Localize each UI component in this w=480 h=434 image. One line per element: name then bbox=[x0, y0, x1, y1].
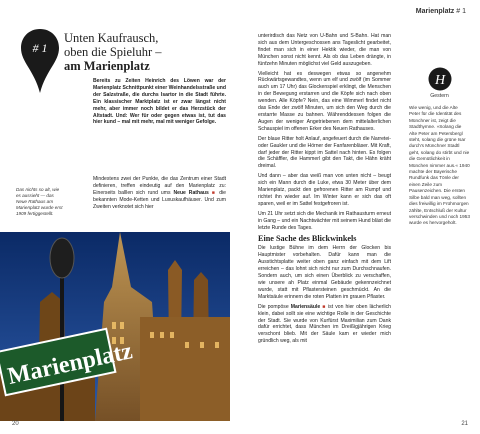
paragraph-6: Die lustige Bühne im dem Herrn der Glocken bis Hauptmister vorbehalten. Dafür kann man die Ausstichtsplatte weiter oben ganz einfach mit dem Lift erreichen – das lohnt sich nicht nur zum Durchschnaufen. Sondern auch, um sich einen Überblick zu verschaffen, wie unsere ah Platz einmal Gebäude gekennzeichnet wurde, statt mit Pflastersteinen geschmückt. An die Marktsäule erinnern die roten Platten im grauen Pflaster. bbox=[258, 245, 391, 300]
paragraph-7-start: Die pompöse bbox=[258, 303, 289, 310]
paragraph-4: Und dann – aber das weiß man von unten nicht – beugt sich ein Mann durch die Luke, etwa 30 Meter über dem Marienplatz, packt den gefrorenen Ritter am Rumpf und richtet ihn wieder auf. Im Winter kann er sich das oft sparen, weil er im Sattel festgefroren ist. bbox=[258, 173, 391, 207]
sidebar-label: Gestern bbox=[430, 93, 449, 99]
map-marker-icon: ■ bbox=[211, 189, 217, 196]
title-line-3: am Marienplatz bbox=[64, 59, 150, 73]
page-title bbox=[64, 31, 222, 73]
map-pin-icon bbox=[20, 28, 60, 94]
sidebar-box bbox=[409, 67, 470, 227]
main-column bbox=[258, 33, 391, 348]
paragraph-3: Der blaue Ritter holt Anlauf, angefeuert durch die Narretei-oder Gaukler und die Hörner der Fanfarenbläser. Mit Kraft, darf jeder der Ritter kippt im Sattel nach hinten. Es folgen die Schäffler, die Hammerl gibt den Takt, die Hähn kräht dreimal. bbox=[258, 135, 391, 170]
running-head bbox=[416, 8, 466, 15]
running-head-title: Marienplatz bbox=[415, 8, 455, 15]
paragraph-1: unterirdisch das Netz von U-Bahn und S-Bahn. Hat man sich aus dem Untergeschossen ans Tageslicht gearbeitet, findet man sich in einer Hektik wieder, die man von München sonst nicht kennt. Als ob das Leben drängte, in fünfzehn Minuten möglichst viel Geld auszugeben. bbox=[258, 33, 391, 67]
title-line-1: Unten Kaufrausch, bbox=[64, 31, 159, 45]
paragraph-7 bbox=[258, 304, 391, 345]
badge-letter: H bbox=[434, 73, 445, 88]
paragraph-5: Um 21 Uhr setzt sich die Mechanik im Rathausturm erneut in Gang – und ein Nachtwächter mit seinem Hund bläst die letzte Runde des Tages. bbox=[258, 210, 391, 231]
neues-rathaus-link[interactable]: Neue Rathaus bbox=[173, 189, 209, 196]
title-line-2: oben die Spieluhr – bbox=[64, 45, 162, 59]
sidebar-text: Wie wenig, und die Alte Peter für die Identität des Münchner ist, zeigt die Stadthymne. »Solang die Alte Peter am Petersbergl steht, solang die grüne Isar durch's Münchner Stadtl geht, solang do stirbt und nie die Gemütlichkeit in München nimmer aus.« 1940 machte der Bayerische Rundfunk das Tönle der einen Zeile zum Pausenzeichen. Die ersten Silbe bald man weg, sollten dies freiwillig im Frühmorgen zählte, Entschluß der Kultur verschwinden und noch 1953 wurde es hervorgeholt. bbox=[409, 105, 470, 226]
intro-text-2: die bekannten Mode-Ketten und Luxuskaufhäuser. Und zum Zweiten verknotet sich hier bbox=[93, 189, 227, 210]
intro-text-1: Mindestens zwei der Punkte, die das Zentrum einer Stadt definieren, treffen eindeutig auf den Marienplatz zu: Einerseits balllen sich rund ums bbox=[93, 176, 226, 196]
marienplatz-photo bbox=[0, 232, 230, 421]
running-head-number: # 1 bbox=[456, 8, 466, 15]
section-heading: Eine Sache des Blickwinkels bbox=[258, 234, 357, 244]
lead-paragraph: Bereits zu Zeiten Heinrich des Löwen war der Marienplatz Schnittpunkt einer Weinhandelsstraße und der Salzstraße, die durchs Isartor in die Stadt führte. Ein klassischer Marktplatz ist er zwar längst nicht mehr, aber immer noch bildet er das Herzstück der Altstadt. Und: Wer für oder gegen etwas ist, tut das hier kund – mal mit mehr, mal mit weniger Gefolge. bbox=[93, 78, 226, 126]
history-badge-icon bbox=[428, 67, 452, 93]
page-number-right: 21 bbox=[461, 421, 468, 427]
pin-number: # 1 bbox=[32, 41, 48, 55]
page-number-left: 20 bbox=[12, 421, 19, 427]
intro-paragraph bbox=[93, 176, 226, 211]
paragraph-2: Vielleicht hat es deswegen etwas so angenehm Rückwärtsgewandtes, wenn um elf und zwölf (im Sommer auch um 17 Uhr) das Glockenspiel erklingt, die Menschen in der Bewegung erstarren und die Köpfe sich nach oben wenden. Alle Köpfe? Nein, das eine Wimmerl findet nicht das Ende der zwölf Minuten, um sich den Weg durch die erstarrte Masse zu bahnen. Währenddessen folgen die Augen der weniger Angetriebenen dem mittelalterlichen Schauspiel im offenen Erker des Neuen Rathauses. bbox=[258, 70, 391, 132]
photo-illustration bbox=[0, 232, 230, 421]
map-marker-icon: ■ bbox=[322, 303, 326, 310]
photo-caption: Das nichts so alt, wie es aussieht — das Neue Rathaus am Marienplatz wurde erst 1909 fertiggestellt. bbox=[16, 187, 63, 216]
mariensaeule-link[interactable]: Mariensäule bbox=[290, 303, 321, 310]
paragraph-7-end: ist von hier oben lächerlich klein, dabei sollt sie eine wichtige Rolle in der Geschichte der Stadt. Sie wurde von Kurfürst Maximilian zum Dank dafür errichtet, dass München im Dreißigjährigen Krieg verschont blieb. Mit der Säule kam er wieder mich gründlich weg, als mit bbox=[258, 303, 391, 345]
street-sign-text: Marienplatz bbox=[5, 338, 135, 391]
